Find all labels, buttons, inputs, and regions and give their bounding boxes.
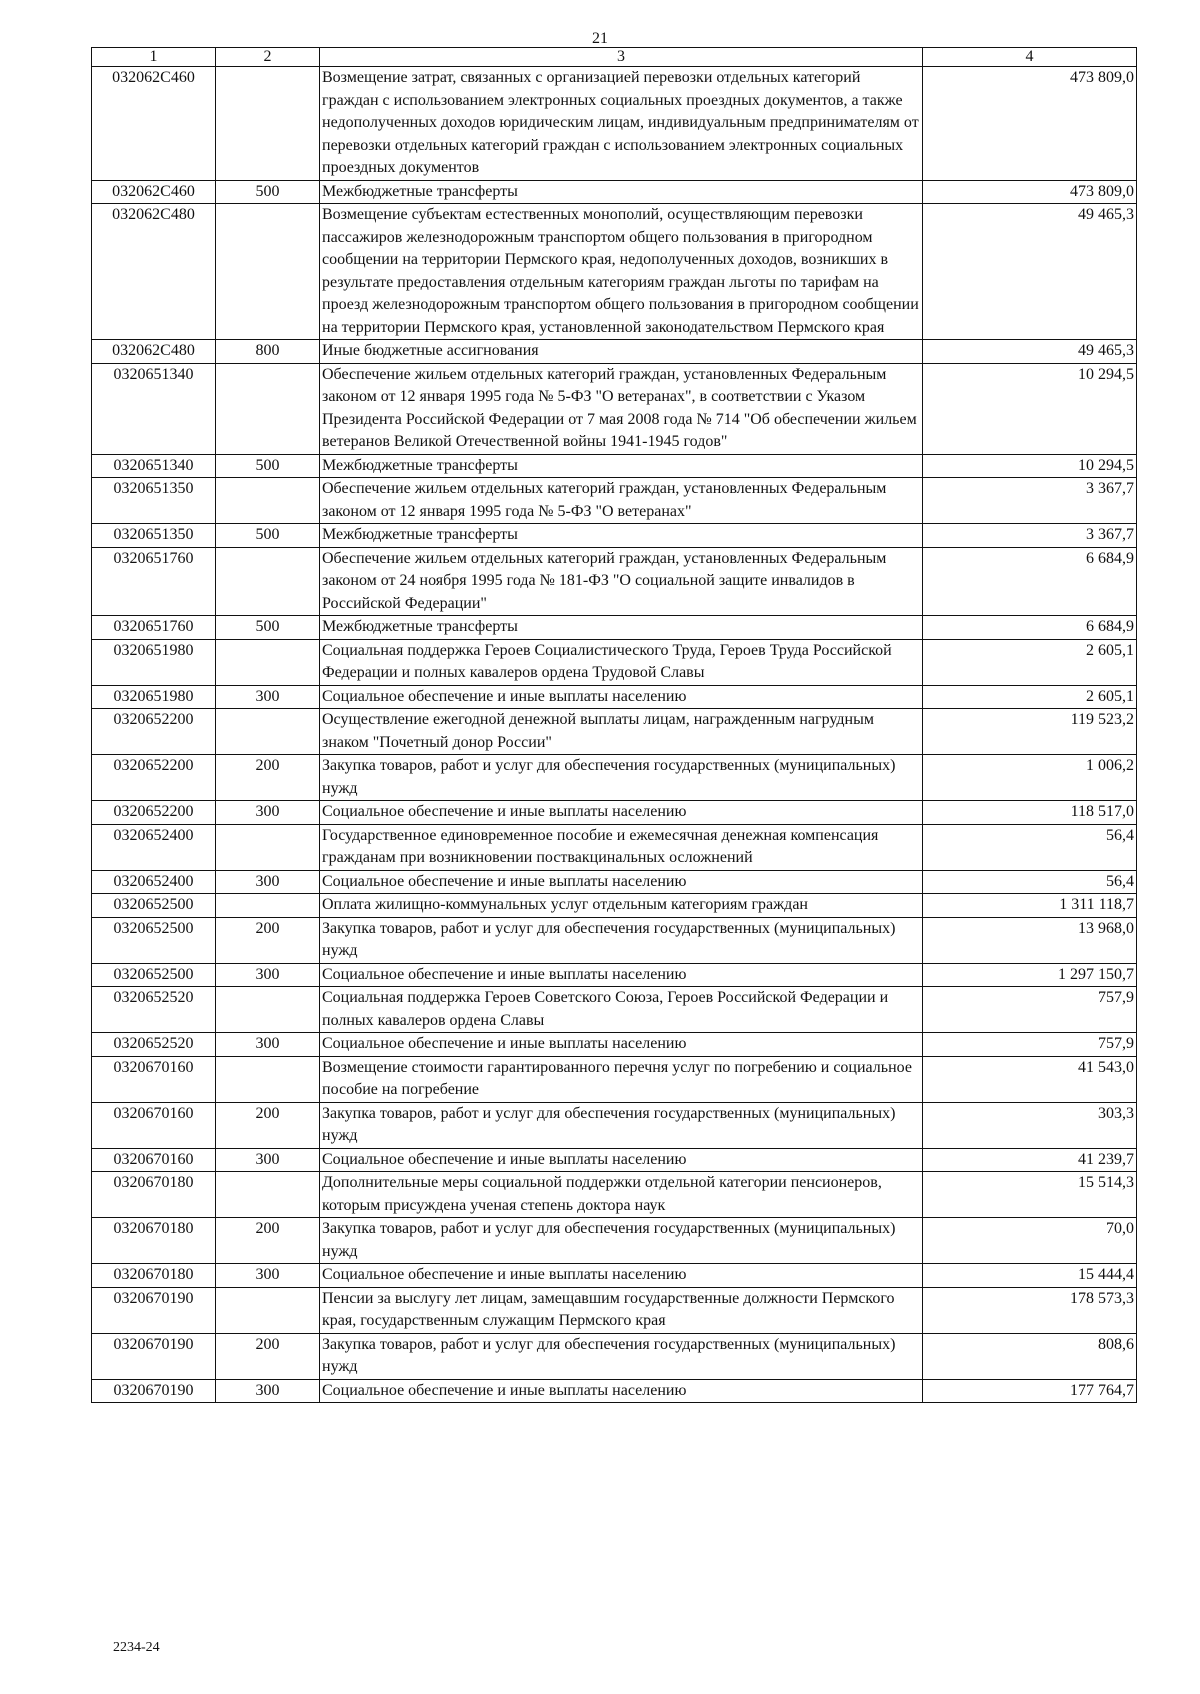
budget-code-cell: 0320670180 xyxy=(92,1264,216,1288)
budget-code-cell: 0320651760 xyxy=(92,547,216,616)
table-row xyxy=(92,1264,1137,1288)
budget-code-cell: 0320651350 xyxy=(92,478,216,524)
amount-cell: 49 465,3 xyxy=(923,340,1137,364)
table-row xyxy=(92,639,1137,685)
table-row xyxy=(92,894,1137,918)
expense-type-cell xyxy=(216,1056,320,1102)
expense-type-cell xyxy=(216,363,320,454)
amount-cell: 56,4 xyxy=(923,870,1137,894)
item-name-cell: Обеспечение жильем отдельных категорий граждан, установленных Федеральным законом от 12 января 1995 года № 5-ФЗ "О ветеранах" xyxy=(320,478,923,524)
budget-code-cell: 0320652500 xyxy=(92,894,216,918)
item-name-cell: Социальное обеспечение и иные выплаты населению xyxy=(320,801,923,825)
amount-cell: 177 764,7 xyxy=(923,1379,1137,1403)
item-name-cell: Межбюджетные трансферты xyxy=(320,454,923,478)
table-row xyxy=(92,340,1137,364)
amount-cell: 2 605,1 xyxy=(923,685,1137,709)
budget-code-cell: 0320652520 xyxy=(92,987,216,1033)
amount-cell: 178 573,3 xyxy=(923,1287,1137,1333)
amount-cell: 473 809,0 xyxy=(923,180,1137,204)
table-row xyxy=(92,963,1137,987)
expense-type-cell: 300 xyxy=(216,1379,320,1403)
expense-type-cell xyxy=(216,478,320,524)
table-row xyxy=(92,1379,1137,1403)
expense-type-cell: 300 xyxy=(216,1148,320,1172)
table-row xyxy=(92,363,1137,454)
expense-type-cell xyxy=(216,987,320,1033)
expense-type-cell xyxy=(216,204,320,340)
expense-type-cell: 500 xyxy=(216,180,320,204)
amount-cell: 70,0 xyxy=(923,1218,1137,1264)
table-row xyxy=(92,709,1137,755)
expense-type-cell: 200 xyxy=(216,917,320,963)
amount-cell: 13 968,0 xyxy=(923,917,1137,963)
budget-code-cell: 0320651980 xyxy=(92,685,216,709)
expense-type-cell: 500 xyxy=(216,454,320,478)
budget-code-cell: 0320670160 xyxy=(92,1102,216,1148)
budget-code-cell: 0320670160 xyxy=(92,1148,216,1172)
table-row xyxy=(92,454,1137,478)
budget-code-cell: 0320651350 xyxy=(92,524,216,548)
budget-code-cell: 0320652200 xyxy=(92,709,216,755)
budget-code-cell: 032062C480 xyxy=(92,204,216,340)
expense-type-cell: 300 xyxy=(216,685,320,709)
amount-cell: 1 297 150,7 xyxy=(923,963,1137,987)
item-name-cell: Социальное обеспечение и иные выплаты населению xyxy=(320,870,923,894)
budget-code-cell: 0320670190 xyxy=(92,1379,216,1403)
budget-code-cell: 0320670190 xyxy=(92,1333,216,1379)
table-row xyxy=(92,755,1137,801)
amount-cell: 1 006,2 xyxy=(923,755,1137,801)
item-name-cell: Обеспечение жильем отдельных категорий граждан, установленных Федеральным законом от 12 января 1995 года № 5-ФЗ "О ветеранах", в соответствии с Указом Президента Российской Федерации от 7 мая 2008 года № 714 "Об обеспечении жильем ветеранов Великой Отечественной войны 1941-1945 годов" xyxy=(320,363,923,454)
amount-cell: 757,9 xyxy=(923,987,1137,1033)
amount-cell: 1 311 118,7 xyxy=(923,894,1137,918)
budget-code-cell: 0320670160 xyxy=(92,1056,216,1102)
expense-type-cell xyxy=(216,1172,320,1218)
item-name-cell: Социальное обеспечение и иные выплаты населению xyxy=(320,963,923,987)
expense-type-cell xyxy=(216,1287,320,1333)
amount-cell: 303,3 xyxy=(923,1102,1137,1148)
budget-code-cell: 0320652200 xyxy=(92,801,216,825)
column-header-3: 3 xyxy=(320,48,923,67)
amount-cell: 49 465,3 xyxy=(923,204,1137,340)
table-row xyxy=(92,824,1137,870)
item-name-cell: Межбюджетные трансферты xyxy=(320,616,923,640)
table-row xyxy=(92,1172,1137,1218)
expense-type-cell: 200 xyxy=(216,1218,320,1264)
item-name-cell: Закупка товаров, работ и услуг для обеспечения государственных (муниципальных) нужд xyxy=(320,1102,923,1148)
expense-type-cell: 200 xyxy=(216,1333,320,1379)
table-row xyxy=(92,67,1137,181)
budget-code-cell: 0320670180 xyxy=(92,1172,216,1218)
expense-type-cell: 300 xyxy=(216,870,320,894)
expense-type-cell xyxy=(216,894,320,918)
budget-table xyxy=(91,47,1137,1403)
amount-cell: 2 605,1 xyxy=(923,639,1137,685)
item-name-cell: Осуществление ежегодной денежной выплаты лицам, награжденным нагрудным знаком "Почетный донор России" xyxy=(320,709,923,755)
item-name-cell: Социальная поддержка Героев Социалистического Труда, Героев Труда Российской Федерации и полных кавалеров ордена Трудовой Славы xyxy=(320,639,923,685)
budget-code-cell: 0320652500 xyxy=(92,963,216,987)
budget-code-cell: 0320652200 xyxy=(92,755,216,801)
item-name-cell: Закупка товаров, работ и услуг для обеспечения государственных (муниципальных) нужд xyxy=(320,1333,923,1379)
expense-type-cell xyxy=(216,709,320,755)
page-number: 21 xyxy=(592,30,608,47)
column-header-1: 1 xyxy=(92,48,216,67)
item-name-cell: Социальное обеспечение и иные выплаты населению xyxy=(320,685,923,709)
expense-type-cell: 200 xyxy=(216,1102,320,1148)
amount-cell: 6 684,9 xyxy=(923,547,1137,616)
amount-cell: 3 367,7 xyxy=(923,524,1137,548)
budget-code-cell: 0320651340 xyxy=(92,454,216,478)
budget-code-cell: 032062C460 xyxy=(92,180,216,204)
expense-type-cell: 300 xyxy=(216,801,320,825)
budget-code-cell: 0320652400 xyxy=(92,870,216,894)
budget-code-cell: 032062C460 xyxy=(92,67,216,181)
item-name-cell: Социальное обеспечение и иные выплаты населению xyxy=(320,1379,923,1403)
item-name-cell: Иные бюджетные ассигнования xyxy=(320,340,923,364)
expense-type-cell xyxy=(216,547,320,616)
item-name-cell: Оплата жилищно-коммунальных услуг отдельным категориям граждан xyxy=(320,894,923,918)
table-row xyxy=(92,1287,1137,1333)
table-header-row xyxy=(92,48,1137,67)
item-name-cell: Социальное обеспечение и иные выплаты населению xyxy=(320,1033,923,1057)
expense-type-cell: 200 xyxy=(216,755,320,801)
table-row xyxy=(92,1102,1137,1148)
expense-type-cell xyxy=(216,67,320,181)
item-name-cell: Социальное обеспечение и иные выплаты населению xyxy=(320,1264,923,1288)
item-name-cell: Закупка товаров, работ и услуг для обеспечения государственных (муниципальных) нужд xyxy=(320,1218,923,1264)
table-row xyxy=(92,1148,1137,1172)
amount-cell: 41 239,7 xyxy=(923,1148,1137,1172)
table-row xyxy=(92,870,1137,894)
expense-type-cell: 300 xyxy=(216,1264,320,1288)
budget-code-cell: 0320652400 xyxy=(92,824,216,870)
expense-type-cell: 300 xyxy=(216,963,320,987)
table-row xyxy=(92,524,1137,548)
amount-cell: 10 294,5 xyxy=(923,363,1137,454)
amount-cell: 118 517,0 xyxy=(923,801,1137,825)
table-row xyxy=(92,547,1137,616)
item-name-cell: Социальное обеспечение и иные выплаты населению xyxy=(320,1148,923,1172)
expense-type-cell: 500 xyxy=(216,616,320,640)
document-footer-code: 2234-24 xyxy=(113,1640,160,1655)
budget-code-cell: 0320670180 xyxy=(92,1218,216,1264)
table-row xyxy=(92,987,1137,1033)
amount-cell: 808,6 xyxy=(923,1333,1137,1379)
expense-type-cell: 800 xyxy=(216,340,320,364)
item-name-cell: Возмещение субъектам естественных монополий, осуществляющим перевозки пассажиров железнодорожным транспортом общего пользования в пригородном сообщении на территории Пермского края, недополученных доходов, возникших в результате предоставления отдельным категориям граждан льготы по тарифам на проезд железнодорожным транспортом общего пользования в пригородном сообщении на территории Пермского края, установленной законодательством Пермского края xyxy=(320,204,923,340)
budget-code-cell: 0320651980 xyxy=(92,639,216,685)
amount-cell: 6 684,9 xyxy=(923,616,1137,640)
amount-cell: 41 543,0 xyxy=(923,1056,1137,1102)
table-row xyxy=(92,478,1137,524)
budget-code-cell: 0320670190 xyxy=(92,1287,216,1333)
expense-type-cell xyxy=(216,639,320,685)
table-row xyxy=(92,1333,1137,1379)
item-name-cell: Дополнительные меры социальной поддержки отдельной категории пенсионеров, которым присуждена ученая степень доктора наук xyxy=(320,1172,923,1218)
item-name-cell: Закупка товаров, работ и услуг для обеспечения государственных (муниципальных) нужд xyxy=(320,755,923,801)
budget-code-cell: 0320652500 xyxy=(92,917,216,963)
amount-cell: 119 523,2 xyxy=(923,709,1137,755)
amount-cell: 15 444,4 xyxy=(923,1264,1137,1288)
item-name-cell: Пенсии за выслугу лет лицам, замещавшим государственные должности Пермского края, государственным служащим Пермского края xyxy=(320,1287,923,1333)
budget-code-cell: 0320651760 xyxy=(92,616,216,640)
budget-code-cell: 032062C480 xyxy=(92,340,216,364)
expense-type-cell xyxy=(216,824,320,870)
item-name-cell: Государственное единовременное пособие и ежемесячная денежная компенсация гражданам при возникновении поствакцинальных осложнений xyxy=(320,824,923,870)
amount-cell: 56,4 xyxy=(923,824,1137,870)
amount-cell: 3 367,7 xyxy=(923,478,1137,524)
amount-cell: 473 809,0 xyxy=(923,67,1137,181)
table-row xyxy=(92,801,1137,825)
item-name-cell: Социальная поддержка Героев Советского Союза, Героев Российской Федерации и полных кавалеров ордена Славы xyxy=(320,987,923,1033)
budget-code-cell: 0320652520 xyxy=(92,1033,216,1057)
table-row xyxy=(92,180,1137,204)
amount-cell: 757,9 xyxy=(923,1033,1137,1057)
table-row xyxy=(92,1033,1137,1057)
item-name-cell: Межбюджетные трансферты xyxy=(320,524,923,548)
expense-type-cell: 500 xyxy=(216,524,320,548)
budget-code-cell: 0320651340 xyxy=(92,363,216,454)
table-row xyxy=(92,685,1137,709)
table-row xyxy=(92,204,1137,340)
table-row xyxy=(92,1218,1137,1264)
expense-type-cell: 300 xyxy=(216,1033,320,1057)
column-header-2: 2 xyxy=(216,48,320,67)
item-name-cell: Возмещение стоимости гарантированного перечня услуг по погребению и социальное пособие на погребение xyxy=(320,1056,923,1102)
item-name-cell: Обеспечение жильем отдельных категорий граждан, установленных Федеральным законом от 24 ноября 1995 года № 181-ФЗ "О социальной защите инвалидов в Российской Федерации" xyxy=(320,547,923,616)
amount-cell: 15 514,3 xyxy=(923,1172,1137,1218)
table-row xyxy=(92,1056,1137,1102)
column-header-4: 4 xyxy=(923,48,1137,67)
table-row xyxy=(92,917,1137,963)
amount-cell: 10 294,5 xyxy=(923,454,1137,478)
item-name-cell: Возмещение затрат, связанных с организацией перевозки отдельных категорий граждан с использованием электронных социальных проездных документов, а также недополученных доходов юридическим лицам, индивидуальным предпринимателям от перевозки отдельных категорий граждан с использованием электронных социальных проездных документов xyxy=(320,67,923,181)
item-name-cell: Межбюджетные трансферты xyxy=(320,180,923,204)
item-name-cell: Закупка товаров, работ и услуг для обеспечения государственных (муниципальных) нужд xyxy=(320,917,923,963)
table-row xyxy=(92,616,1137,640)
